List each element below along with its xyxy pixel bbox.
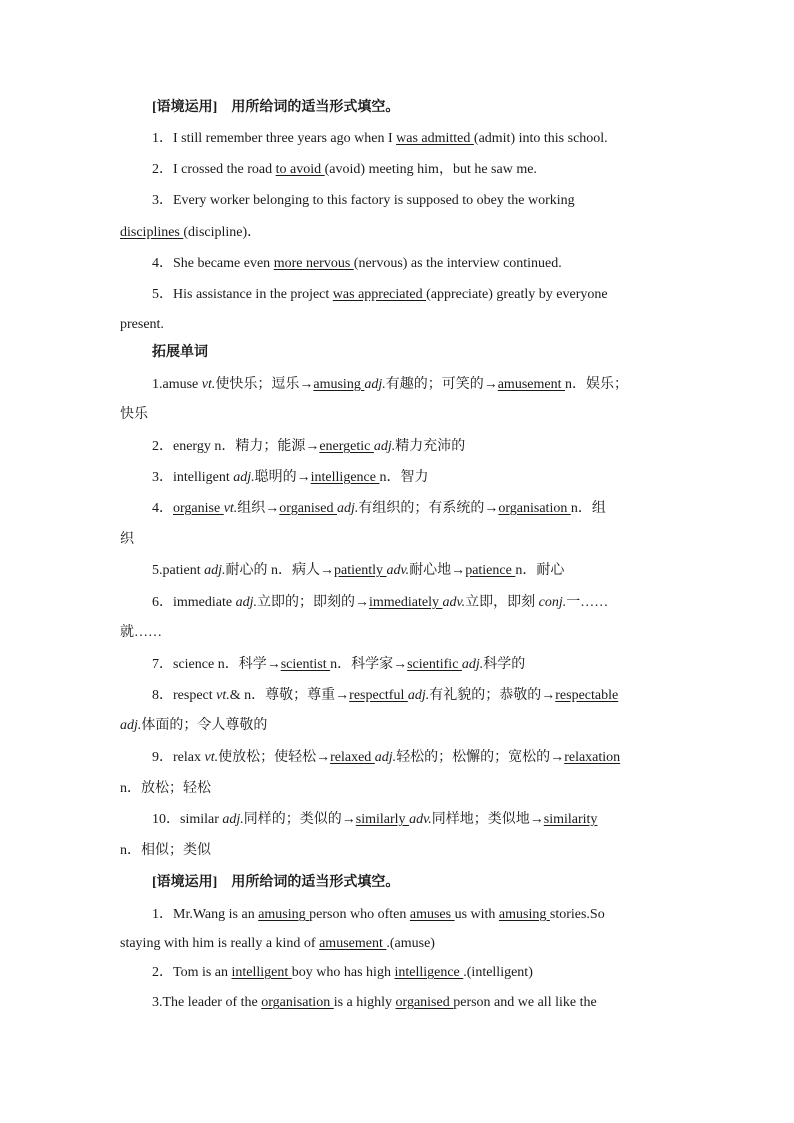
answer-blank: relaxation	[564, 750, 621, 765]
answer-blank: amusing	[498, 907, 550, 922]
answer-blank: intelligence	[394, 965, 464, 980]
word-text: 轻松的；松懈的；宽松的→	[396, 750, 565, 765]
vocab-item-continued	[120, 716, 672, 736]
answer-blank: was admitted	[396, 131, 474, 146]
word-text: 体面的；令人尊敬的	[141, 718, 268, 733]
word-text: 8．respect	[152, 688, 217, 703]
part-of-speech: vt.	[223, 501, 238, 516]
vocab-item	[152, 375, 672, 395]
part-of-speech: adj.	[204, 563, 226, 578]
answer-blank: similarly	[355, 812, 410, 827]
word-text: 聪明的→	[254, 470, 311, 485]
item-text: is a highly	[333, 995, 396, 1010]
heading-text: 拓展单词	[152, 345, 208, 360]
vocab-item	[152, 499, 672, 519]
word-text: n．娱乐；	[564, 377, 628, 392]
word-text: 10．similar	[152, 812, 223, 827]
word-text: n．智力	[379, 470, 429, 485]
part-of-speech: conj.	[538, 595, 567, 610]
word-text: 3．intelligent	[152, 470, 234, 485]
answer-blank: similarity	[543, 812, 598, 827]
part-of-speech: adj.	[222, 812, 244, 827]
part-of-speech: vt.	[201, 377, 216, 392]
word-text: n．放松；轻松	[120, 781, 211, 796]
item-text: person and we all like the	[453, 995, 597, 1010]
item-number: 1．	[152, 131, 173, 146]
vocab-item-continued	[120, 405, 672, 425]
answer-blank: intelligent	[231, 965, 292, 980]
answer-blank: organised	[279, 501, 337, 516]
answer-blank: more nervous	[273, 256, 354, 271]
word-text: n．相似；类似	[120, 843, 211, 858]
part-of-speech: adj.	[364, 377, 386, 392]
word-text: 有组织的；有系统的→	[358, 501, 499, 516]
vocab-item-continued	[120, 779, 672, 799]
item-number: 2．	[152, 965, 173, 980]
word-text: 7．science n．科学→	[152, 657, 281, 672]
word-text: 同样地；类似地→	[431, 812, 544, 827]
answer-blank: patiently	[334, 563, 387, 578]
vocab-item	[152, 810, 672, 830]
item-text: Every worker belonging to this factory is supposed to obey the working	[173, 193, 575, 208]
exercise-item	[152, 254, 672, 274]
answer-blank: was appreciated	[332, 287, 427, 302]
part-of-speech: adj.	[461, 657, 484, 672]
vocab-item-continued	[120, 530, 672, 550]
word-text: 耐心的 n．病人→	[225, 563, 334, 578]
answer-blank: amuses	[409, 907, 455, 922]
answer-blank: energetic	[319, 439, 374, 454]
word-text: 使放松；使轻松→	[218, 750, 331, 765]
vocab-item	[152, 655, 672, 675]
word-text: 同样的；类似的→	[243, 812, 356, 827]
word-text: 6．immediate	[152, 595, 236, 610]
item-text: person who often	[309, 907, 410, 922]
answer-blank: intelligence	[310, 470, 380, 485]
answer-blank: organisation	[498, 501, 571, 516]
vocab-item	[152, 748, 672, 768]
exercise-item	[152, 191, 672, 211]
answer-blank: patience	[465, 563, 516, 578]
part-of-speech: vt.	[216, 688, 230, 703]
item-text: (avoid) meeting him，but he saw me.	[324, 162, 537, 177]
item-number: 2．	[152, 162, 173, 177]
item-text: stories.So	[549, 907, 605, 922]
word-text: 1.amuse	[152, 377, 202, 392]
answer-blank: amusing	[313, 377, 365, 392]
answer-blank: disciplines	[120, 225, 184, 240]
answer-blank: organise	[173, 501, 224, 516]
heading-text: [语境运用] 用所给词的适当形式填空。	[152, 875, 400, 890]
item-text: (nervous) as the interview continued.	[353, 256, 562, 271]
section-heading	[152, 343, 672, 363]
answer-blank: immediately	[368, 595, 443, 610]
part-of-speech: adj.	[235, 595, 257, 610]
item-text: boy who has high	[291, 965, 395, 980]
word-text: 使快乐；逗乐→	[215, 377, 314, 392]
exercise-item-continued	[120, 223, 672, 243]
answer-blank: scientific	[407, 657, 462, 672]
item-text: (appreciate) greatly by everyone	[426, 287, 608, 302]
vocab-item	[152, 686, 672, 706]
item-text: Tom is an	[173, 965, 232, 980]
answer-blank: to avoid	[275, 162, 325, 177]
vocab-item	[152, 468, 672, 488]
answer-blank: amusing	[258, 907, 310, 922]
heading-text: [语境运用] 用所给词的适当形式填空。	[152, 100, 400, 115]
section-heading	[152, 873, 672, 893]
answer-blank: amusement	[319, 936, 387, 951]
item-text: (discipline)．	[183, 225, 262, 240]
word-text: 5.patient	[152, 563, 205, 578]
part-of-speech: adj.	[336, 501, 359, 516]
word-text: & n．尊敬；尊重→	[229, 688, 350, 703]
item-text: staying with him is really a kind of	[120, 936, 320, 951]
part-of-speech: adv.	[409, 812, 432, 827]
word-text: 科学的	[483, 657, 526, 672]
word-text: 快乐	[120, 407, 148, 422]
part-of-speech: adj.	[407, 688, 430, 703]
item-text: Mr.Wang is an	[173, 907, 259, 922]
item-number: 5．	[152, 287, 173, 302]
word-text: 组织→	[237, 501, 280, 516]
exercise-item	[152, 129, 672, 149]
word-text: 立即的；即刻的→	[256, 595, 369, 610]
item-number: 1．	[152, 907, 173, 922]
item-text: (admit) into this school.	[473, 131, 608, 146]
part-of-speech: adj.	[374, 750, 397, 765]
word-text: 精力充沛的	[395, 439, 466, 454]
answer-blank: organisation	[261, 995, 334, 1010]
item-text: 3.The leader of the	[152, 995, 262, 1010]
part-of-speech: adj.	[120, 718, 142, 733]
item-text: us with	[454, 907, 499, 922]
answer-blank: scientist	[280, 657, 331, 672]
item-text: .(intelligent)	[463, 965, 533, 980]
item-text: .(amuse)	[386, 936, 435, 951]
answer-blank: relaxed	[330, 750, 375, 765]
word-text: n．耐心	[515, 563, 565, 578]
part-of-speech: adj.	[233, 470, 255, 485]
vocab-item	[152, 437, 672, 457]
item-text: His assistance in the project	[173, 287, 333, 302]
item-number: 3．	[152, 193, 173, 208]
word-text: 耐心地→	[409, 563, 466, 578]
word-text: 就……	[120, 625, 162, 640]
word-text: n．科学家→	[330, 657, 408, 672]
section-heading	[152, 98, 672, 118]
word-text: 2．energy n．精力；能源→	[152, 439, 320, 454]
answer-blank: amusement	[497, 377, 565, 392]
exercise-item	[152, 160, 672, 180]
exercise-item	[152, 963, 672, 983]
word-text: 9．relax	[152, 750, 205, 765]
item-text: She became even	[173, 256, 274, 271]
item-text: present.	[120, 317, 164, 332]
word-text: 有趣的；可笑的→	[385, 377, 498, 392]
exercise-item	[152, 993, 672, 1013]
exercise-item	[152, 285, 672, 305]
answer-blank: respectful	[349, 688, 408, 703]
item-text: I still remember three years ago when I	[173, 131, 397, 146]
item-number: 4．	[152, 256, 173, 271]
word-text: 立即，即刻	[465, 595, 539, 610]
answer-blank: respectable	[555, 688, 619, 703]
part-of-speech: adv.	[386, 563, 410, 578]
item-number: 4．	[152, 501, 173, 516]
word-text: 一……	[566, 595, 609, 610]
exercise-item-continued	[120, 315, 672, 335]
vocab-item-continued	[120, 841, 672, 861]
part-of-speech: adv.	[442, 595, 466, 610]
vocab-item	[152, 593, 672, 613]
item-text: I crossed the road	[173, 162, 276, 177]
word-text: 织	[120, 532, 134, 547]
exercise-item	[152, 905, 672, 925]
part-of-speech: adj.	[373, 439, 396, 454]
word-text: n．组	[570, 501, 606, 516]
answer-blank: organised	[395, 995, 454, 1010]
part-of-speech: vt.	[204, 750, 219, 765]
exercise-item-continued	[120, 934, 672, 954]
vocab-item	[152, 561, 672, 581]
word-text: 有礼貌的；恭敬的→	[429, 688, 556, 703]
vocab-item-continued	[120, 623, 672, 643]
